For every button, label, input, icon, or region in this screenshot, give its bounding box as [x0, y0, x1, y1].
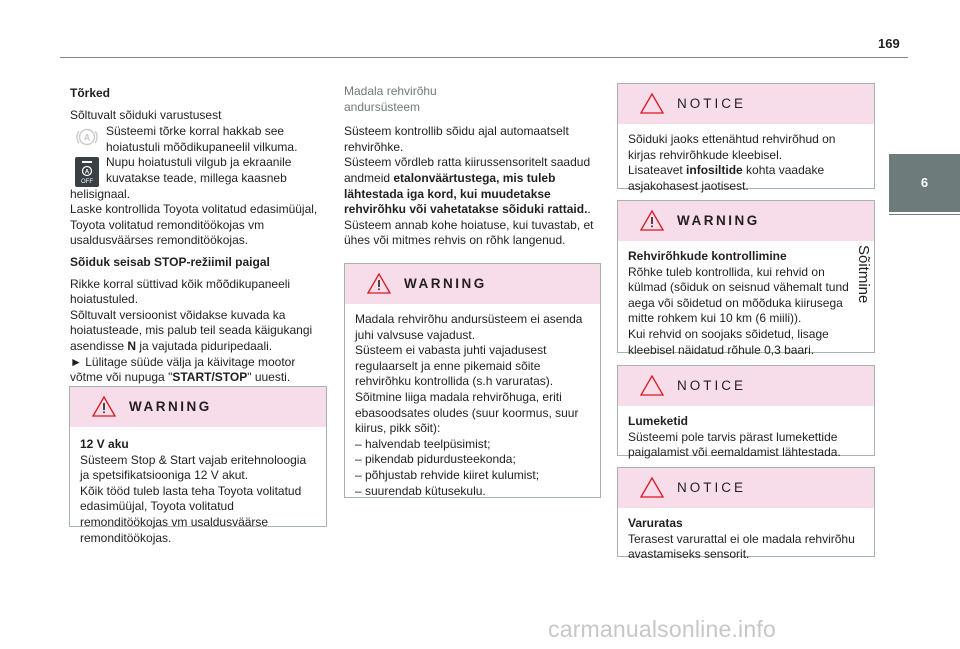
notice-title: Varuratas [628, 516, 683, 530]
warning-lamp-line-2: hoiatustuli mõõdikupaneelil vilkuma. [106, 139, 298, 154]
warning-text-2: Kui rehvid on soojaks sõidetud, lisage kleebisel näidatud rõhule 0,3 baari. [628, 326, 829, 357]
warning-label: WARNING [404, 276, 487, 291]
intro-text: Sõltuvalt sõiduki varustusest [70, 107, 222, 122]
stop-mode-text-1: Rikke korral süttivad kõik mõõdikupaneeli hoiatustuled. [70, 276, 291, 307]
tpms-title-line-1: Madala rehvirõhu [344, 84, 437, 98]
button-lamp-line-2: kuvatakse teade, millega kaasneb [106, 170, 287, 185]
svg-text:A: A [84, 169, 90, 176]
button-lamp-line-1: Nupu hoiatustuli vilgub ja ekraanile [106, 155, 292, 170]
column-1 [70, 86, 326, 386]
warning-triangle-icon [92, 396, 116, 417]
dealer-text: Laske kontrollida Toyota volitatud edasimüüjal, Toyota volitatud remonditöökojas vm usaldusväärses remonditöökojas. [70, 202, 318, 248]
warning-triangle-icon [640, 477, 664, 498]
notice-header [618, 366, 874, 406]
notice-text-2: Lisateavet infosiltide kohta vaadake asjakohasest jaotisest. [628, 163, 825, 193]
notice-box-spare-wheel [617, 467, 875, 562]
warning-line: – pikendab pidurdusteekonda; [355, 452, 516, 467]
notice-header [618, 84, 874, 124]
warning-box-tpms [344, 263, 601, 498]
stop-mode-instruction: ► Lülitage süüde välja ja käivitage mootor võtme või nupuga "START/STOP" uuesti. [70, 354, 296, 385]
warning-title: Rehvirõhkude kontrollimine [628, 249, 787, 263]
notice-text: Sõiduki jaoks ettenähtud rehvirõhud on kirjas rehvirõhkude kleebisel. [628, 132, 836, 162]
warning-line: – halvendab teelpüsimist; [355, 436, 491, 451]
warning-line: – suurendab kütusekulu. [355, 483, 486, 498]
arrow-icon: ► [70, 354, 82, 369]
tpms-text-3: Süsteem annab kohe hoiatuse, kui tuvastab, et ühes või mitmes rehvis on rõhk langenud. [344, 217, 594, 248]
header-divider [60, 57, 908, 58]
svg-text:OFF: OFF [81, 179, 93, 185]
warning-lamp-line-1: Süsteemi tõrke korral hakkab see [106, 124, 285, 139]
stop-start-warning-lamp-icon [76, 126, 98, 148]
warning-line: Madala rehvirõhu andursüsteem ei asenda juhi valvsuse vajadust. [355, 312, 583, 342]
warning-triangle-icon [640, 93, 664, 114]
warning-box-battery [69, 386, 327, 545]
page-number: 169 [878, 36, 900, 51]
watermark: carmanualsonline.info [548, 616, 776, 642]
stop-mode-subtitle: Sõiduk seisab STOP-režiimil paigal [70, 254, 270, 269]
warning-text: Rõhke tuleb kontrollida, kui rehvid on külmad (sõiduk on seisnud vähemalt tund aega või sõidetud on mõõduka kiirusega mitte rohkem kui 10 km (6 miili)). [628, 264, 849, 326]
svg-text:A: A [83, 132, 91, 143]
notice-box-snow-chains [617, 365, 875, 460]
notice-text: Süsteemi pole tarvis pärast lumekettide paigalamist või eemaldamist lähtestada. [628, 429, 841, 460]
notice-header [618, 468, 874, 508]
chapter-tab[interactable]: 6 [889, 154, 960, 212]
warning-header [345, 264, 600, 304]
notice-label: NOTICE [677, 96, 747, 111]
warning-line: Sõitmine liiga madala rehvirõhuga, eriti ebasoodsates oludes (suur koormus, suur kiirus, pikk sõit): [355, 389, 579, 436]
warning-box-checking [617, 200, 875, 357]
warning-triangle-icon [640, 375, 664, 396]
warning-line: – põhjustab rehvide kiiret kulumist; [355, 467, 540, 482]
warning-header [618, 201, 874, 241]
chapter-label: Sõitmine [855, 245, 872, 304]
notice-text: Terasest varurattal ei ole madala rehvirõhu avastamiseks sensorit. [628, 531, 855, 562]
notice-title: Lumeketid [628, 414, 689, 428]
notice-label: NOTICE [677, 378, 747, 393]
chapter-tab-underline [889, 214, 960, 215]
warning-line: Süsteem ei vabasta juhti vajadusest regulaarselt ja enne pikemaid sõite rehvirõhku kontrollida (s.h varuratas). [355, 343, 554, 389]
warning-text-2: Kõik tööd tuleb lasta teha Toyota volitatud edasimüüjal, Toyota volitatud remonditöökojas vm usaldusväärse remonditöökojas. [80, 483, 302, 545]
warning-header [70, 387, 326, 427]
button-lamp-line-3: helisignaal. [70, 186, 131, 201]
notice-label: NOTICE [677, 480, 747, 495]
tpms-title-line-2: andursüsteem [344, 99, 421, 114]
warning-text: Süsteem Stop & Start vajab eritehnoloogia ja spetsifikatsiooniga 12 V akut. [80, 452, 307, 483]
section-title: Tõrked [70, 86, 111, 100]
tpms-text-2: Süsteem võrdleb ratta kiirussensoritelt saadud andmeid etalonväärtustega, mis tuleb lähtestada iga kord, kui muudetakse rehvirõhku või vahetatakse sõiduki rattaid.. [344, 155, 591, 217]
warning-label: WARNING [129, 399, 212, 414]
tpms-text-1: Süsteem kontrollib sõidu ajal automaatselt rehvirõhke. [344, 124, 569, 154]
warning-triangle-icon [367, 273, 391, 294]
stop-mode-text-2: Sõltuvalt versioonist võidakse kuvada ka hoiatusteade, mis palub teil seada käigukangi asendisse N ja vajutada piduripedaali. [70, 307, 313, 353]
warning-label: WARNING [677, 213, 760, 228]
warning-triangle-icon [640, 210, 664, 231]
column-2 [344, 84, 600, 249]
warning-title: 12 V aku [80, 437, 129, 451]
stop-start-off-button-icon [75, 157, 99, 187]
notice-box-pressures [617, 83, 875, 193]
